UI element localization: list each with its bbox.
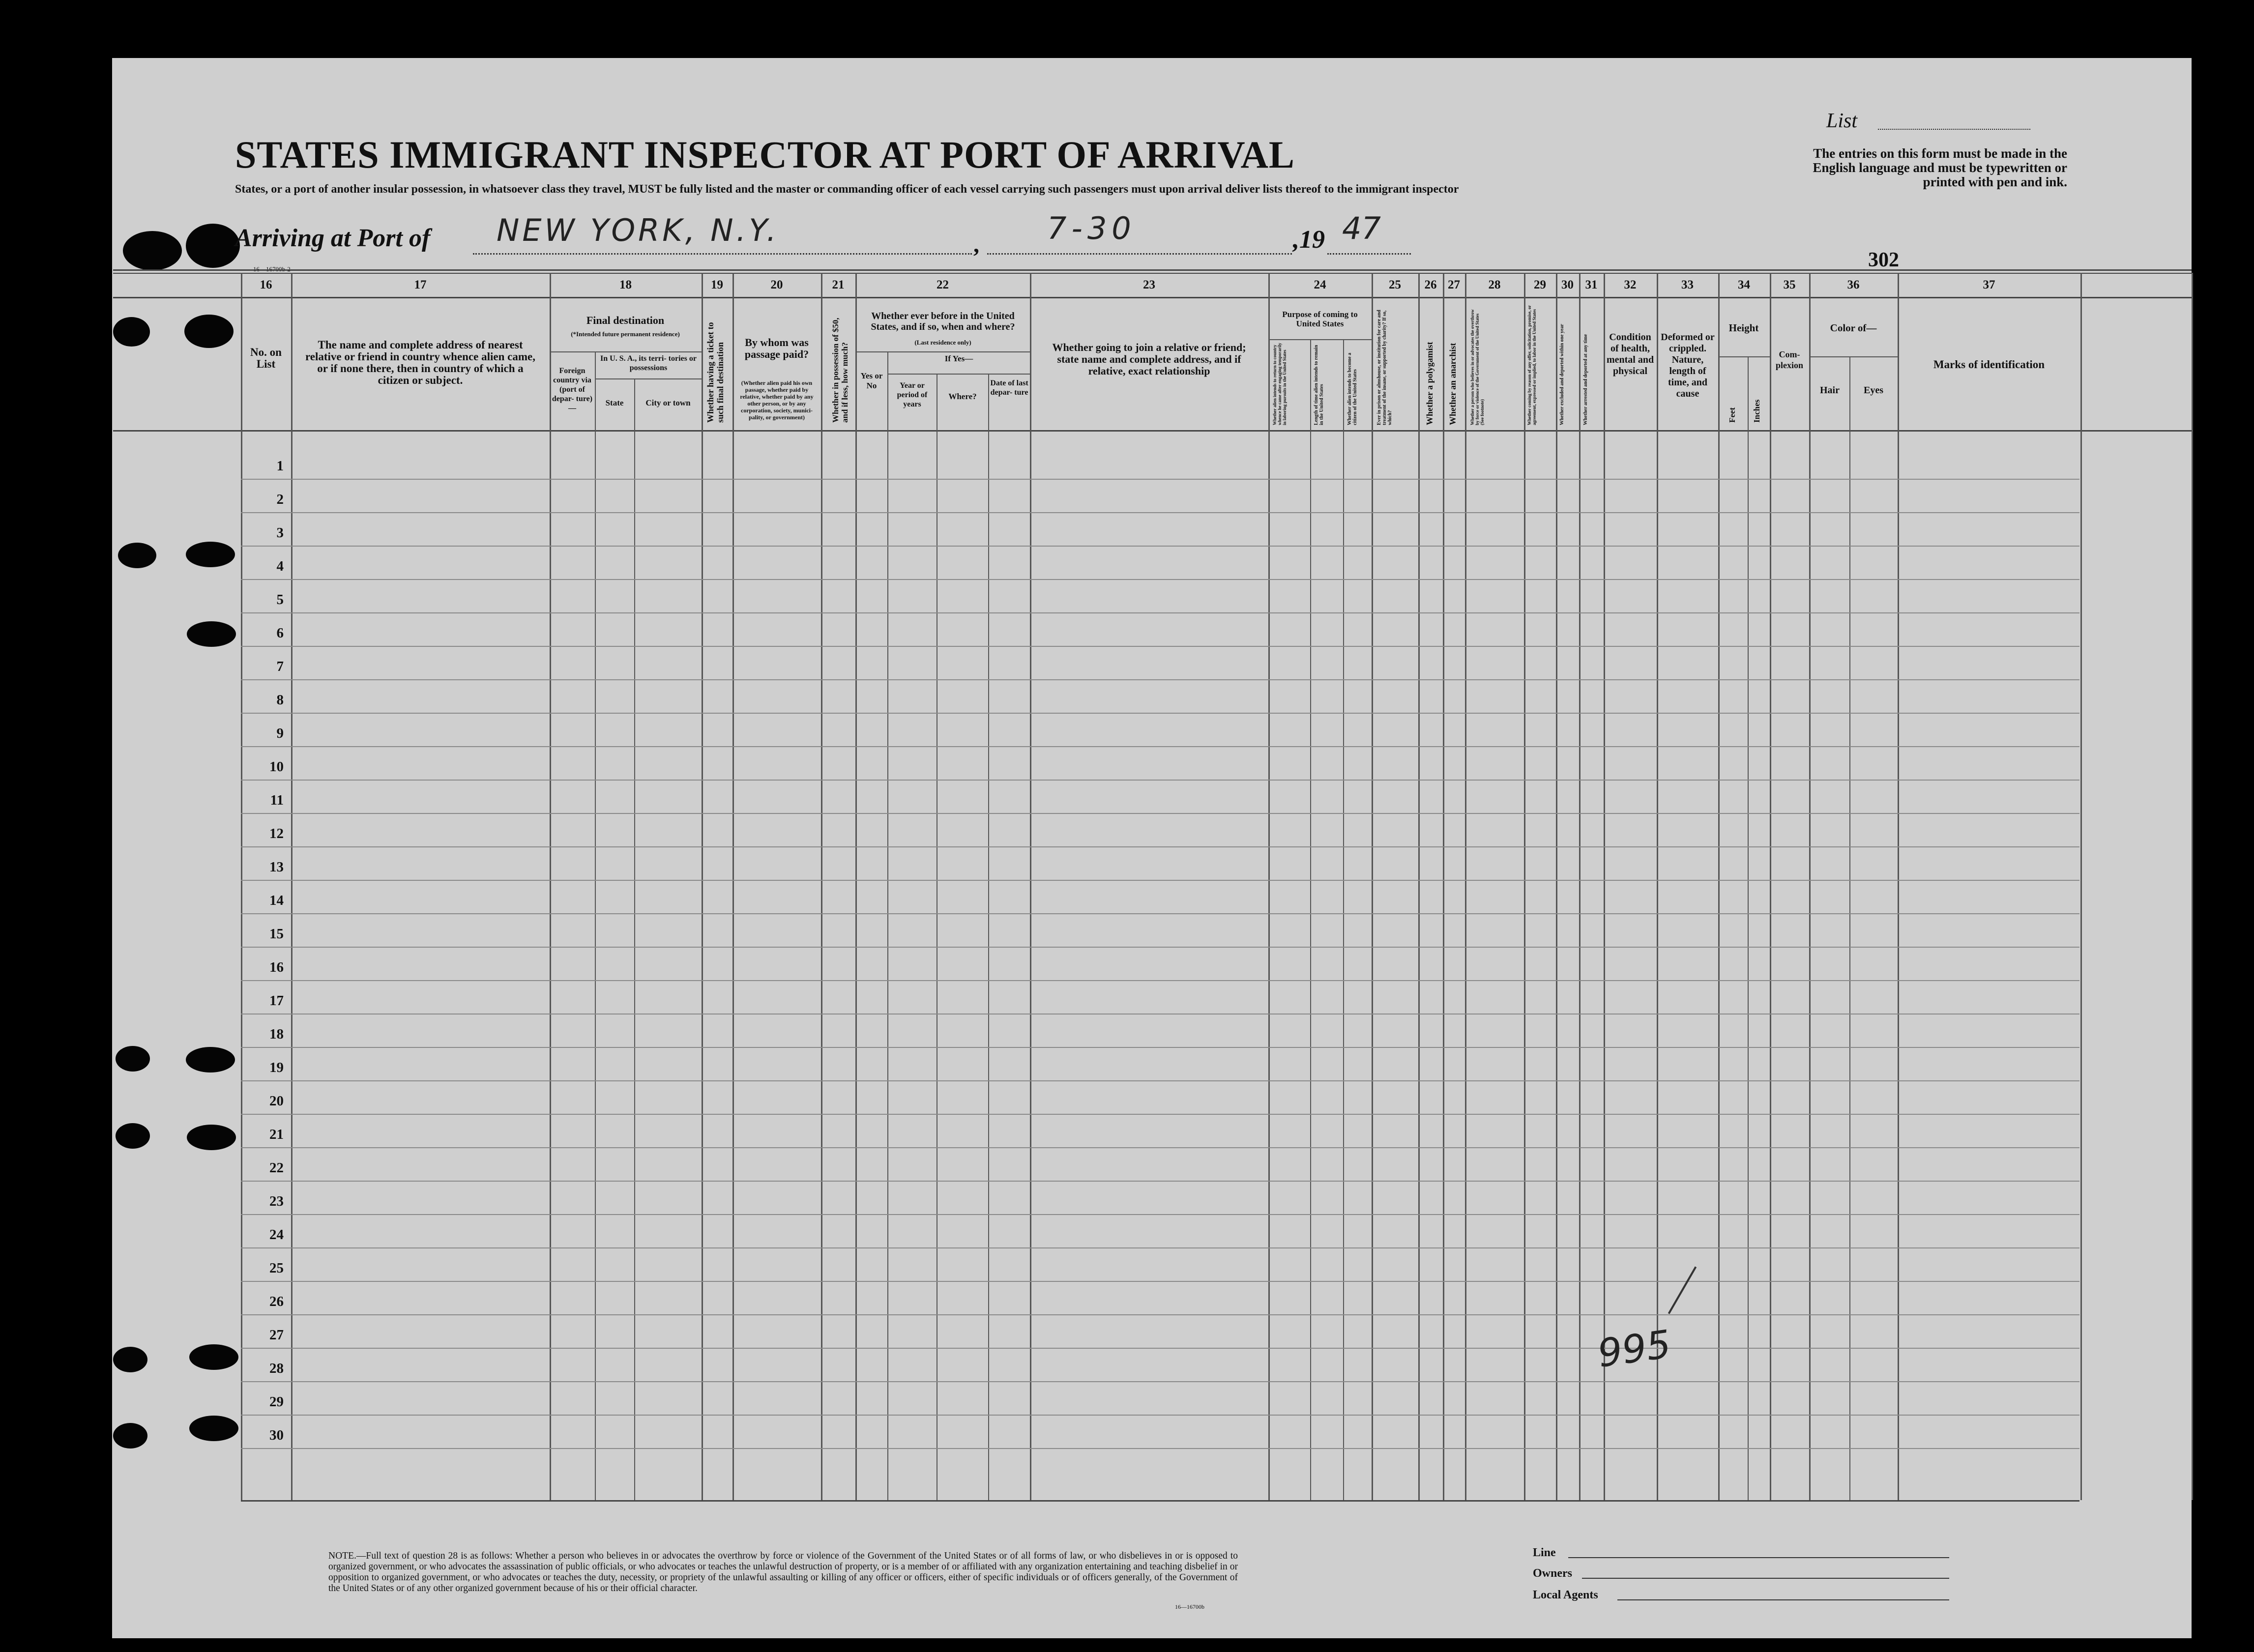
col-line [1343, 339, 1344, 1500]
col-number: 17 [414, 278, 427, 291]
rule [113, 430, 2192, 432]
header-final-destination: Final destination [586, 314, 665, 326]
header-passage-paid: By whom was passage paid? [744, 336, 809, 360]
row-number: 19 [269, 1060, 284, 1075]
row-divider [241, 980, 2079, 981]
row-divider [241, 479, 2079, 480]
row-number: 12 [269, 826, 284, 841]
col-number: 33 [1681, 278, 1694, 291]
date-handwritten: 7-30 [1047, 210, 1136, 246]
col-number: 32 [1624, 278, 1637, 291]
col-line [732, 273, 734, 1500]
form-number: 16—16700b-2 [253, 265, 291, 273]
col-number: 29 [1534, 278, 1546, 291]
col-line [2080, 273, 2082, 1500]
col-line [1268, 273, 1270, 1500]
header-where: Where? [948, 392, 977, 401]
header-purpose-a: Whether alien intends to return to country whence he came after engaging temporarily in laboring pursuits in the United States [1272, 343, 1287, 425]
year-prefix: ,19 [1293, 226, 1325, 254]
col-line [1556, 273, 1557, 1500]
comma: , [973, 232, 979, 258]
binder-hole [186, 224, 240, 268]
row-number: 15 [269, 926, 284, 942]
row-divider [241, 1114, 2079, 1115]
col-line [634, 378, 635, 1500]
col-line [855, 273, 857, 1500]
row-divider [241, 1080, 2079, 1081]
row-number: 20 [269, 1093, 284, 1109]
table-bottom-rule [241, 1500, 2079, 1502]
col-line [1524, 273, 1525, 1500]
row-number: 11 [270, 792, 284, 808]
binder-hole [113, 1423, 147, 1449]
header-nearest-relative: The name and complete address of nearest relative or friend in country whence alien came, or if none there, then in country of which a citizen or subject. [305, 339, 535, 386]
form-sheet [112, 58, 2192, 1638]
binder-hole [113, 1347, 147, 1372]
binder-hole [184, 315, 234, 348]
binder-hole [113, 317, 150, 347]
col-number: 22 [937, 278, 949, 291]
entry-instruction: The entries on this form must be made in the English language and must be typewritten or printed with pen and ink. [1813, 146, 2067, 189]
row-divider [241, 947, 2079, 948]
col-line [1465, 273, 1466, 1500]
col-line [2192, 273, 2193, 1500]
col-line [887, 351, 888, 1500]
port-line [473, 253, 972, 255]
subrule [855, 351, 1030, 352]
binder-hole [116, 1046, 150, 1072]
header-prison: Ever in prison or almshouse, or institution for care and treatment of the insane, or supported by charity? If so, which? [1376, 310, 1393, 425]
rule [113, 297, 2192, 298]
col-line [241, 273, 242, 1500]
binder-hole [116, 1123, 150, 1149]
col-line [988, 374, 989, 1500]
row-number: 5 [276, 592, 284, 608]
header-deformed: Deformed or crippled. Nature, length of time, and cause [1661, 332, 1715, 399]
row-divider [241, 546, 2079, 547]
row-divider [241, 612, 2079, 613]
header-purpose: Purpose of coming to United States [1282, 310, 1358, 328]
row-number: 18 [269, 1026, 284, 1042]
list-number-line [1878, 129, 2030, 130]
row-number: 16 [269, 959, 284, 975]
header-inches: Inches [1752, 399, 1761, 423]
rule [113, 273, 2192, 274]
footer-owners-rule [1582, 1578, 1949, 1579]
row-number: 1 [276, 458, 284, 474]
col-number: 20 [770, 278, 783, 291]
subrule [1268, 339, 1372, 340]
header-date-departure: Date of last depar- ture [990, 379, 1028, 397]
row-divider [241, 1047, 2079, 1048]
header-excluded: Whether excluded and deported within one year [1559, 324, 1565, 425]
row-divider [241, 1415, 2079, 1416]
page-stamp: 302 [1868, 249, 1899, 271]
col-number: 21 [832, 278, 845, 291]
header-year-period: Year or period of years [897, 381, 928, 408]
row-number: 3 [276, 525, 284, 541]
row-number: 2 [276, 492, 284, 507]
header-passage-note: (Whether alien paid his own passage, whether paid by relative, whether paid by any other person, or by any corporation, society, munici- pality, or government) [740, 379, 814, 421]
header-height: Height [1728, 322, 1759, 334]
row-divider [241, 1214, 2079, 1215]
col-number: 30 [1561, 278, 1574, 291]
form-subtitle: States, or a port of another insular possession, in whatsoever class they travel, MUST be fully listed and the master or commanding officer of each vessel carrying such passengers must upon arrival deliver lists thereof to the immigrant inspector [235, 183, 1459, 196]
binder-hole [118, 543, 156, 568]
header-ever-before-note: (Last residence only) [914, 339, 971, 346]
row-number: 8 [276, 692, 284, 708]
header-city: City or town [645, 398, 691, 407]
header-labor-offer: Whether coming by reason of any offer, solicitation, promise, or agreement, expressed or implied, to labor in the United States [1527, 305, 1537, 425]
row-number: 28 [269, 1361, 284, 1376]
header-join-relative: Whether going to join a relative or friend; state name and complete address, and if relative, exact relationship [1052, 341, 1246, 377]
row-divider [241, 913, 2079, 914]
subrule [550, 351, 702, 352]
col-line [1604, 273, 1605, 1500]
header-feet: Feet [1727, 407, 1737, 423]
port-handwritten: NEW YORK, N.Y. [497, 212, 779, 248]
row-number: 10 [269, 759, 284, 775]
col-number: 23 [1143, 278, 1155, 291]
footer-agents-label: Local Agents [1533, 1589, 1598, 1601]
col-line [821, 273, 822, 1500]
header-purpose-c: Whether alien intends to become a citizen of the United States [1347, 352, 1358, 425]
header-polygamist: Whether a polygamist [1425, 342, 1434, 425]
col-line [291, 273, 293, 1500]
header-purpose-b: Length of time alien intends to remain in the United States [1314, 345, 1324, 425]
subrule [1718, 356, 1770, 357]
row-number: 21 [269, 1127, 284, 1142]
col-number: 27 [1448, 278, 1460, 291]
row-number: 17 [269, 993, 284, 1009]
col-number: 28 [1488, 278, 1501, 291]
row-number: 7 [276, 659, 284, 674]
col-line [1657, 273, 1658, 1500]
footer-owners-label: Owners [1533, 1567, 1572, 1580]
subrule [1809, 356, 1898, 357]
col-line [550, 273, 551, 1500]
col-line [1579, 273, 1581, 1500]
row-divider [241, 880, 2079, 881]
row-divider [241, 846, 2079, 847]
row-number: 13 [269, 859, 284, 875]
binder-hole [189, 1344, 238, 1370]
row-divider [241, 1281, 2079, 1282]
row-number: 25 [269, 1260, 284, 1276]
col-line [1718, 273, 1720, 1500]
rule [113, 269, 2192, 271]
form-title: STATES IMMIGRANT INSPECTOR AT PORT OF ARRIVAL [235, 133, 1295, 176]
col-number: 19 [711, 278, 723, 291]
header-ever-before: Whether ever before in the United States, and if so, when and where? [871, 311, 1015, 332]
header-anarchist: Whether an anarchist [1448, 343, 1458, 425]
row-number: 29 [269, 1394, 284, 1410]
row-divider [241, 1247, 2079, 1248]
row-divider [241, 813, 2079, 814]
subrule [595, 378, 702, 379]
binder-hole [187, 1125, 236, 1150]
row-divider [241, 579, 2079, 580]
footer-form-code: 16—16700b [1175, 1603, 1204, 1610]
row-divider [241, 1181, 2079, 1182]
header-health: Condition of health, mental and physical [1606, 332, 1654, 377]
binder-hole [186, 1047, 235, 1072]
row-divider [241, 1348, 2079, 1349]
row-number: 6 [276, 625, 284, 641]
col-number: 31 [1585, 278, 1598, 291]
col-line [1748, 356, 1749, 1500]
header-eyes: Eyes [1864, 385, 1883, 396]
binder-hole [123, 231, 182, 270]
binder-hole [187, 621, 236, 647]
col-line [1418, 273, 1420, 1500]
header-hair: Hair [1820, 385, 1840, 396]
row-divider [241, 713, 2079, 714]
col-number: 16 [260, 278, 272, 291]
header-complexion: Com- plexion [1775, 349, 1803, 370]
date-line [987, 253, 1292, 255]
col-number: 35 [1783, 278, 1796, 291]
col-line [702, 273, 703, 1500]
year-handwritten: 47 [1342, 210, 1381, 246]
header-final-destination-note: (*Intended future permanent residence) [571, 330, 680, 338]
header-usa: In U. S. A., its terri- tories or possessions [600, 354, 697, 372]
header-state: State [605, 398, 624, 407]
header-arrested: Whether arrested and deported at any time [1583, 334, 1588, 425]
col-number: 34 [1738, 278, 1750, 291]
year-line [1327, 253, 1411, 255]
header-foreign-country: Foreign country via (port of depar- ture)— [552, 367, 593, 412]
row-divider [241, 780, 2079, 781]
row-divider [241, 679, 2079, 680]
col-line [1030, 273, 1031, 1500]
col-line [1770, 273, 1771, 1500]
list-label: List [1826, 110, 1858, 132]
row-number: 30 [269, 1427, 284, 1443]
row-divider [241, 746, 2079, 747]
col-line [1898, 273, 1899, 1500]
footer-line-rule [1568, 1557, 1949, 1558]
header-overthrow: Whether a person who believes in or advocates the overthrow by force or violence of the Government of the United States (See footnote) [1470, 309, 1485, 425]
row-divider [241, 512, 2079, 513]
row-number: 27 [269, 1327, 284, 1343]
col-number: 26 [1424, 278, 1437, 291]
col-line [1849, 356, 1850, 1500]
header-if-yes: If Yes— [944, 354, 973, 363]
col-number: 18 [619, 278, 632, 291]
row-divider [241, 1147, 2079, 1148]
col-number: 37 [1983, 278, 1995, 291]
col-line [1372, 273, 1373, 1500]
row-number: 22 [269, 1160, 284, 1176]
row-divider [241, 646, 2079, 647]
row-number: 9 [276, 725, 284, 741]
row-divider [241, 1314, 2079, 1315]
row-number: 23 [269, 1193, 284, 1209]
row-number: 14 [269, 893, 284, 908]
col-number: 24 [1314, 278, 1326, 291]
header-marks: Marks of identification [1933, 358, 2045, 371]
row-divider [241, 1448, 2079, 1449]
header-color-of: Color of— [1830, 322, 1877, 334]
header-yes-no: Yes or No [860, 371, 883, 390]
footer-agents-rule [1617, 1599, 1949, 1600]
row-number: 4 [276, 558, 284, 574]
col-number: 25 [1389, 278, 1401, 291]
footer-line-label: Line [1533, 1546, 1556, 1559]
col-number: 36 [1847, 278, 1860, 291]
row-divider [241, 1381, 2079, 1382]
col-line [1310, 339, 1311, 1500]
annotation-handwritten: 995 [1595, 1322, 1674, 1376]
arriving-label: Arriving at Port of [235, 224, 431, 252]
header-ticket: Whether having a ticket to such final destination [705, 322, 725, 423]
col-line [1809, 273, 1811, 1500]
header-fifty-dollars: Whether in possession of $50, and if less, how much? [831, 318, 849, 423]
header-list-number: No. on List [250, 346, 282, 370]
binder-hole [186, 542, 235, 567]
col-line [595, 351, 596, 1500]
footnote-q28: NOTE.—Full text of question 28 is as follows: Whether a person who believes in or advocates the overthrow by force or violence of the Government of the United States or of all forms of law, or who disbelieves in or is opposed to organized government, or who advocates the assassination of public officials, or who advocates or teaches the unlawful destruction of property, or is a member of or affiliated with any organization entertaining and teaching disbelief in or opposition to organized government, or who advocates or teaches the duty, necessity, or propriety of the unlawful assaulting or killing of any officer or officers, either of specific individuals or of officers generally, of the Government of the United States or of any other organized government because of his or their official character. [328, 1551, 1238, 1594]
row-number: 24 [269, 1227, 284, 1243]
row-number: 26 [269, 1294, 284, 1309]
col-line [1443, 273, 1444, 1500]
subrule [887, 374, 1030, 375]
binder-hole [189, 1416, 238, 1441]
